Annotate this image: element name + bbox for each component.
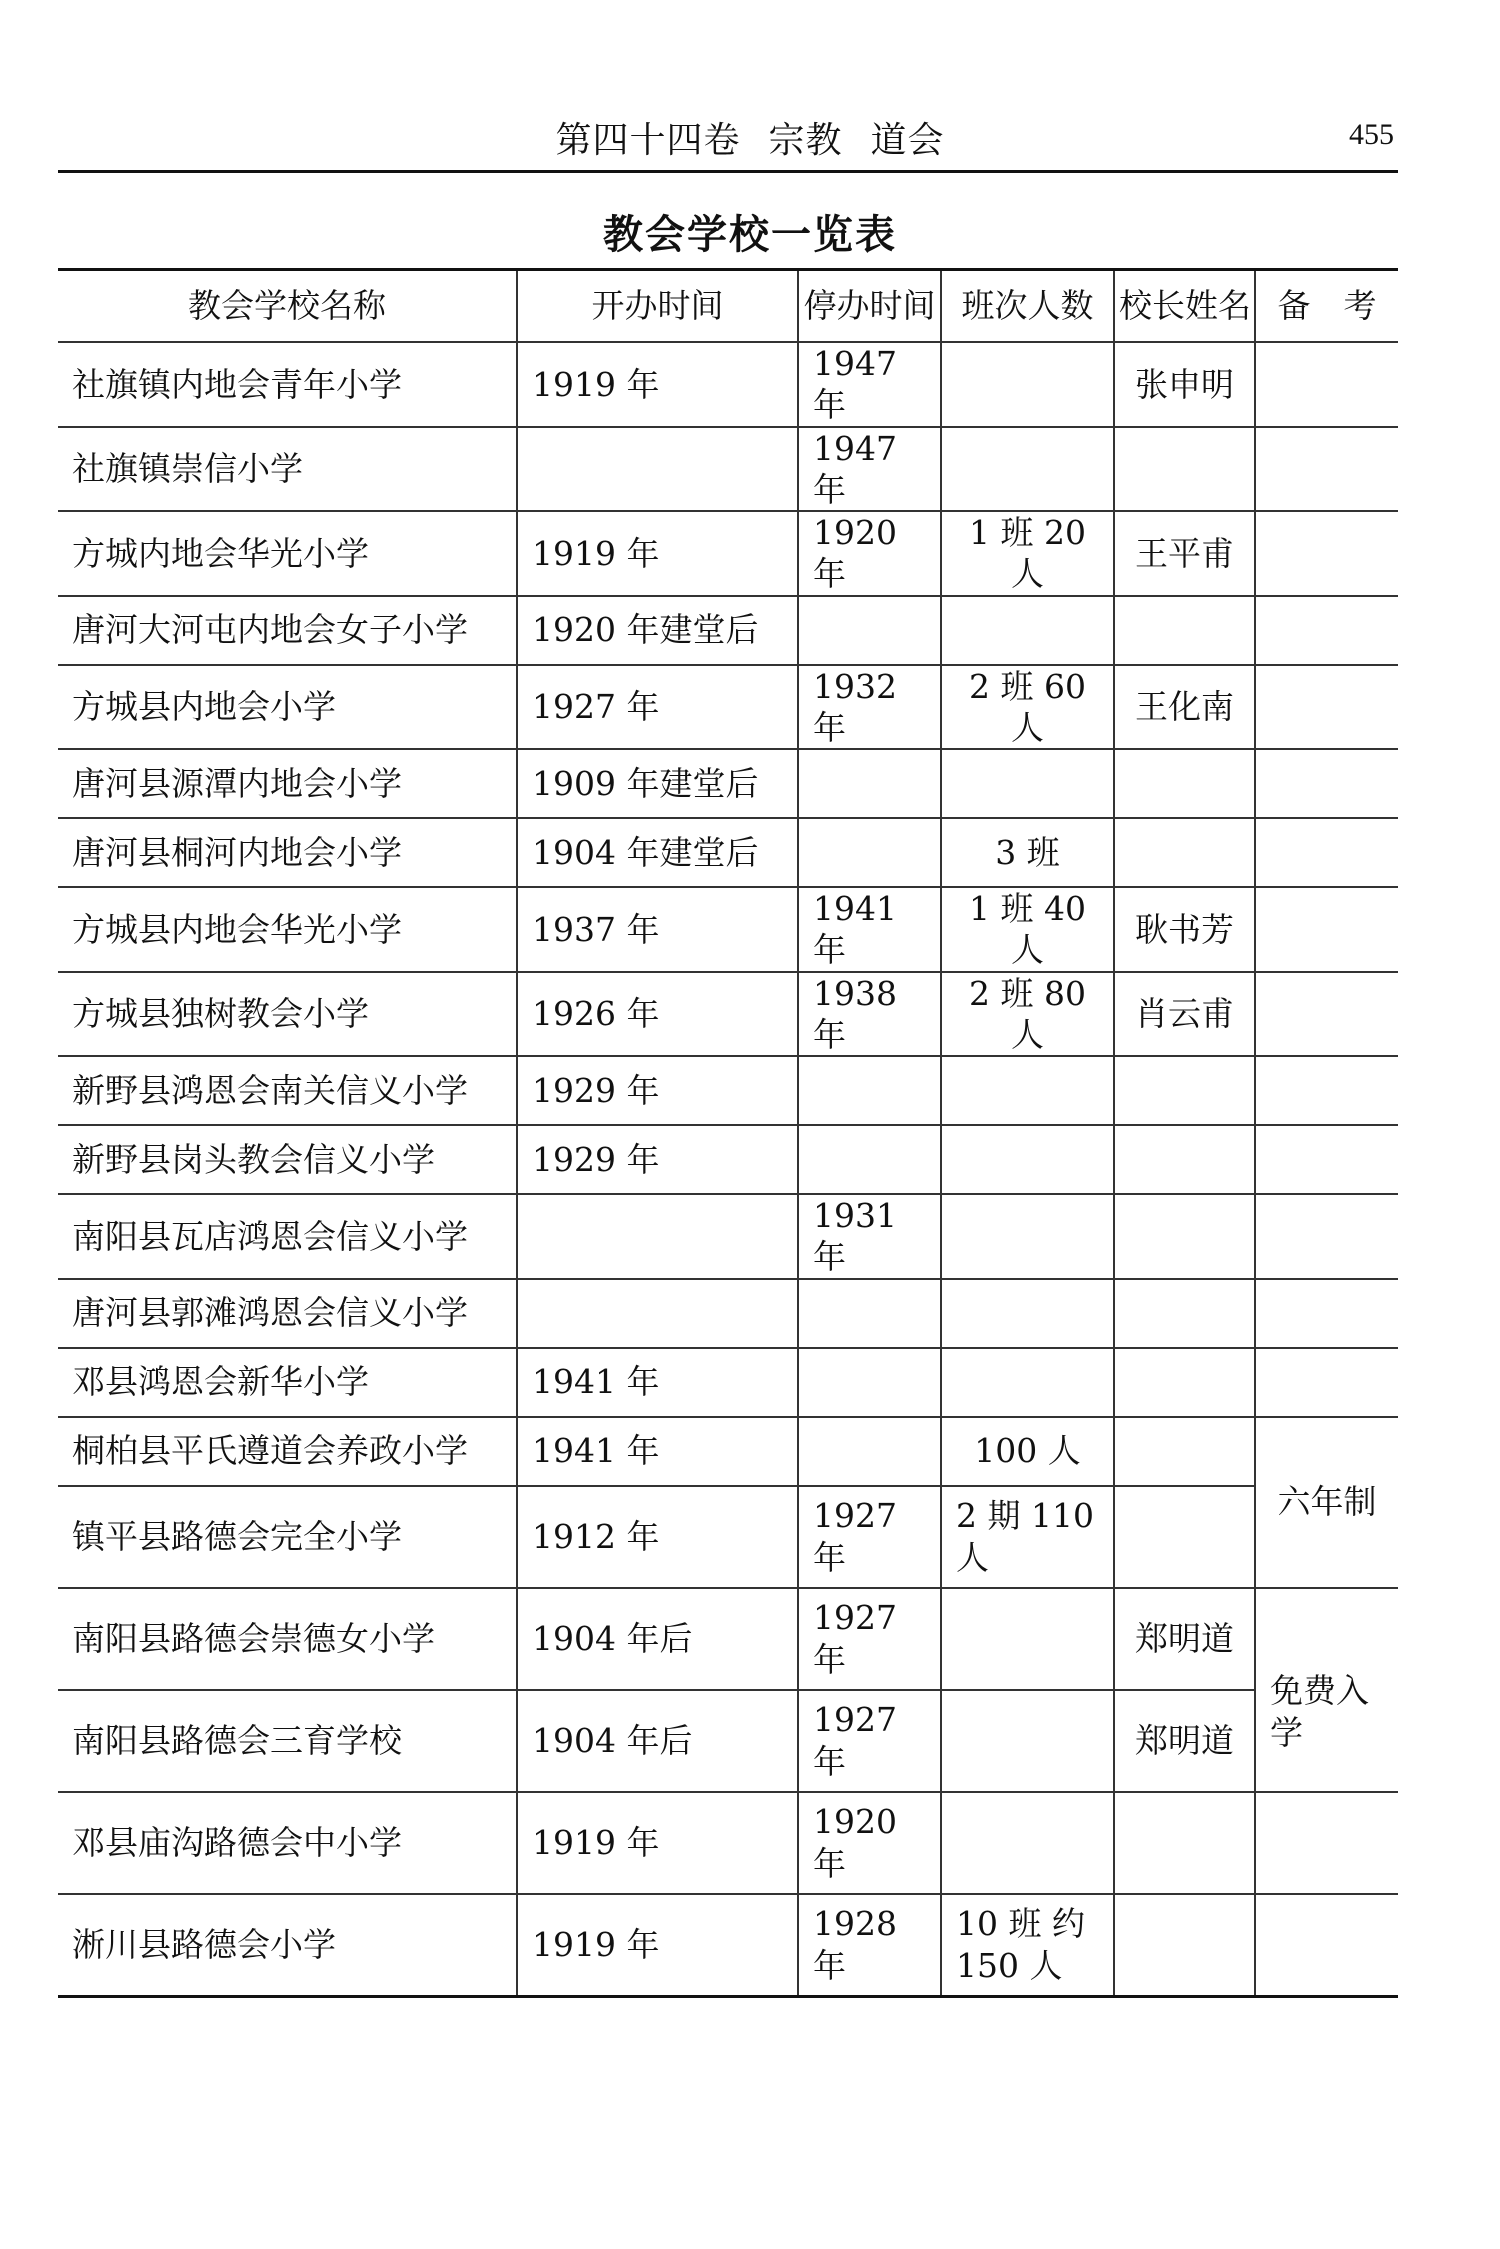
table-header-row (58, 270, 1398, 343)
note-cell (1255, 596, 1398, 665)
column-header: 开办时间 (517, 270, 798, 343)
school-name-cell: 唐河县郭滩鸿恩会信义小学 (58, 1279, 517, 1348)
start-date-cell: 1919 年 (517, 1894, 798, 1997)
end-date-cell: 1941 年 (798, 887, 941, 972)
class-size-cell: 100 人 (941, 1417, 1114, 1486)
note-cell (1255, 665, 1398, 750)
end-date-cell (798, 818, 941, 887)
principal-cell (1114, 596, 1255, 665)
start-date-cell: 1941 年 (517, 1348, 798, 1417)
note-cell (1255, 887, 1398, 972)
end-date-cell: 1927 年 (798, 1486, 941, 1588)
end-date-cell: 1931 年 (798, 1194, 941, 1279)
end-date-cell (798, 749, 941, 818)
table-row (58, 887, 1398, 972)
table-row (58, 665, 1398, 750)
school-name-cell: 淅川县路德会小学 (58, 1894, 517, 1997)
end-date-cell (798, 1125, 941, 1194)
column-header: 校长姓名 (1114, 270, 1255, 343)
principal-cell: 张申明 (1114, 342, 1255, 427)
end-date-cell: 1938 年 (798, 972, 941, 1057)
end-date-cell: 1920 年 (798, 511, 941, 596)
table-row (58, 1894, 1398, 1997)
school-name-cell: 方城县独树教会小学 (58, 972, 517, 1057)
running-header (0, 112, 1500, 163)
class-size-cell: 1 班 40 人 (941, 887, 1114, 972)
table-row (58, 818, 1398, 887)
school-name-cell: 新野县岗头教会信义小学 (58, 1125, 517, 1194)
table-row (58, 1417, 1398, 1486)
note-cell (1255, 1792, 1398, 1894)
principal-cell (1114, 1417, 1255, 1486)
principal-cell (1114, 1125, 1255, 1194)
school-name-cell: 南阳县瓦店鸿恩会信义小学 (58, 1194, 517, 1279)
start-date-cell: 1919 年 (517, 511, 798, 596)
note-cell (1255, 342, 1398, 427)
start-date-cell (517, 1194, 798, 1279)
start-date-cell: 1920 年建堂后 (517, 596, 798, 665)
school-name-cell: 唐河县桐河内地会小学 (58, 818, 517, 887)
class-size-cell (941, 1125, 1114, 1194)
principal-cell: 耿书芳 (1114, 887, 1255, 972)
table-row (58, 427, 1398, 512)
end-date-cell (798, 1056, 941, 1125)
principal-cell (1114, 818, 1255, 887)
end-date-cell: 1947 年 (798, 342, 941, 427)
principal-cell: 王化南 (1114, 665, 1255, 750)
note-cell (1255, 1279, 1398, 1348)
class-size-cell: 2 班 80 人 (941, 972, 1114, 1057)
class-size-cell (941, 596, 1114, 665)
end-date-cell (798, 596, 941, 665)
end-date-cell: 1932 年 (798, 665, 941, 750)
page-number: 455 (1349, 118, 1394, 151)
start-date-cell: 1929 年 (517, 1056, 798, 1125)
school-name-cell: 方城县内地会华光小学 (58, 887, 517, 972)
note-cell (1255, 1348, 1398, 1417)
header-section: 宗教 (768, 120, 843, 161)
note-cell (1255, 1194, 1398, 1279)
column-header: 备 考 (1255, 270, 1398, 343)
principal-cell: 肖云甫 (1114, 972, 1255, 1057)
school-name-cell: 桐柏县平氏遵道会养政小学 (58, 1417, 517, 1486)
end-date-cell (798, 1348, 941, 1417)
school-name-cell: 南阳县路德会崇德女小学 (58, 1588, 517, 1690)
principal-cell: 郑明道 (1114, 1690, 1255, 1792)
church-schools-table (58, 268, 1398, 1998)
school-name-cell: 方城县内地会小学 (58, 665, 517, 750)
note-cell-six-year: 六年制 (1255, 1417, 1398, 1588)
column-header: 班次人数 (941, 270, 1114, 343)
header-chapter: 第四十四卷 (555, 120, 741, 161)
end-date-cell: 1947 年 (798, 427, 941, 512)
end-date-cell: 1927 年 (798, 1588, 941, 1690)
start-date-cell (517, 427, 798, 512)
start-date-cell: 1904 年建堂后 (517, 818, 798, 887)
header-rule (58, 170, 1398, 173)
class-size-cell: 3 班 (941, 818, 1114, 887)
table-row (58, 1056, 1398, 1125)
table-row (58, 1792, 1398, 1894)
school-name-cell: 方城内地会华光小学 (58, 511, 517, 596)
end-date-cell: 1927 年 (798, 1690, 941, 1792)
principal-cell (1114, 1894, 1255, 1997)
note-cell (1255, 818, 1398, 887)
start-date-cell (517, 1279, 798, 1348)
school-name-cell: 邓县庙沟路德会中小学 (58, 1792, 517, 1894)
class-size-cell (941, 1588, 1114, 1690)
principal-cell (1114, 1056, 1255, 1125)
column-header: 停办时间 (798, 270, 941, 343)
start-date-cell: 1937 年 (517, 887, 798, 972)
school-name-cell: 唐河县源潭内地会小学 (58, 749, 517, 818)
table-row (58, 1588, 1398, 1690)
table-row (58, 749, 1398, 818)
table-row (58, 1279, 1398, 1348)
start-date-cell: 1912 年 (517, 1486, 798, 1588)
school-name-cell: 社旗镇崇信小学 (58, 427, 517, 512)
principal-cell (1114, 1279, 1255, 1348)
class-size-cell (941, 342, 1114, 427)
note-cell (1255, 427, 1398, 512)
school-name-cell: 新野县鸿恩会南关信义小学 (58, 1056, 517, 1125)
end-date-cell (798, 1279, 941, 1348)
class-size-cell (941, 1348, 1114, 1417)
principal-cell (1114, 749, 1255, 818)
table-row (58, 342, 1398, 427)
class-size-cell (941, 1792, 1114, 1894)
column-header: 教会学校名称 (58, 270, 517, 343)
principal-cell (1114, 1486, 1255, 1588)
note-cell (1255, 972, 1398, 1057)
table-title: 教会学校一览表 (603, 212, 897, 258)
class-size-cell (941, 1056, 1114, 1125)
principal-cell (1114, 1792, 1255, 1894)
note-cell-free-tuition: 免费入学 (1255, 1588, 1398, 1792)
start-date-cell: 1927 年 (517, 665, 798, 750)
end-date-cell (798, 1417, 941, 1486)
table-row (58, 972, 1398, 1057)
principal-cell: 郑明道 (1114, 1588, 1255, 1690)
end-date-cell: 1920 年 (798, 1792, 941, 1894)
school-name-cell: 邓县鸿恩会新华小学 (58, 1348, 517, 1417)
class-size-cell (941, 1690, 1114, 1792)
start-date-cell: 1941 年 (517, 1417, 798, 1486)
principal-cell (1114, 427, 1255, 512)
class-size-cell: 2 期 110 人 (941, 1486, 1114, 1588)
start-date-cell: 1919 年 (517, 342, 798, 427)
note-cell (1255, 1056, 1398, 1125)
class-size-cell (941, 749, 1114, 818)
table-row (58, 1690, 1398, 1792)
note-cell (1255, 1894, 1398, 1997)
school-name-cell: 镇平县路德会完全小学 (58, 1486, 517, 1588)
table-row (58, 511, 1398, 596)
start-date-cell: 1904 年后 (517, 1690, 798, 1792)
start-date-cell: 1919 年 (517, 1792, 798, 1894)
principal-cell (1114, 1348, 1255, 1417)
school-name-cell: 南阳县路德会三育学校 (58, 1690, 517, 1792)
class-size-cell: 1 班 20 人 (941, 511, 1114, 596)
note-cell (1255, 511, 1398, 596)
class-size-cell: 10 班 约 150 人 (941, 1894, 1114, 1997)
start-date-cell: 1929 年 (517, 1125, 798, 1194)
note-cell (1255, 749, 1398, 818)
start-date-cell: 1926 年 (517, 972, 798, 1057)
header-subsection: 道会 (870, 120, 945, 161)
principal-cell: 王平甫 (1114, 511, 1255, 596)
table-row (58, 596, 1398, 665)
note-cell (1255, 1125, 1398, 1194)
table-row (58, 1348, 1398, 1417)
start-date-cell: 1909 年建堂后 (517, 749, 798, 818)
principal-cell (1114, 1194, 1255, 1279)
school-name-cell: 唐河大河屯内地会女子小学 (58, 596, 517, 665)
class-size-cell: 2 班 60 人 (941, 665, 1114, 750)
end-date-cell: 1928 年 (798, 1894, 941, 1997)
table-row (58, 1125, 1398, 1194)
school-name-cell: 社旗镇内地会青年小学 (58, 342, 517, 427)
table-row (58, 1486, 1398, 1588)
class-size-cell (941, 1194, 1114, 1279)
start-date-cell: 1904 年后 (517, 1588, 798, 1690)
class-size-cell (941, 1279, 1114, 1348)
class-size-cell (941, 427, 1114, 512)
table-row (58, 1194, 1398, 1279)
